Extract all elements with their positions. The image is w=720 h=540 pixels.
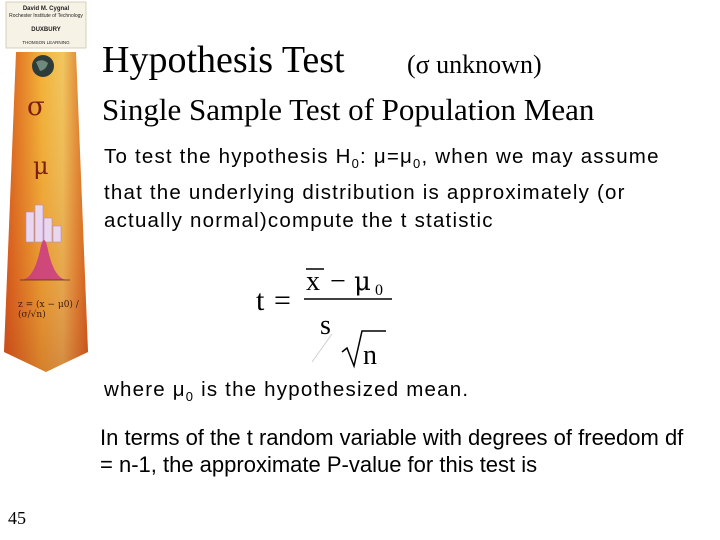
where-text-part1: where μ [104,378,186,401]
where-text-part2: is the hypothesized mean. [194,378,470,401]
banner-institution: Rochester Institute of Technology [9,13,83,19]
formula-xbar: x [306,266,320,297]
formula-mu-subscript: 0 [375,282,383,299]
decorative-sidebar-banner [0,0,92,540]
banner-publisher-sub: THOMSON LEARNING [22,40,70,45]
where-subscript: 0 [185,389,195,405]
slide-subtitle: Single Sample Test of Population Mean [102,92,595,127]
banner-author: David M. Cygnal [22,6,70,12]
slide-number: 45 [8,508,26,528]
body-text-part3: , when we may assume that the underlying distribution is approximately (or actually normal)compute the t statistic [104,145,660,233]
formula-s: s [320,310,331,341]
where-line [104,378,469,404]
slide-title-qualifier: (σ unknown) [407,50,542,79]
body-subscript-0a: 0 [351,156,361,172]
body-subscript-0b: 0 [413,156,422,172]
bottom-paragraph: In terms of the t random variable with degrees of freedom df = n-1, the approximate P-value for this test is [100,425,684,477]
banner-z-formula: z = (x − μ0) / (σ/√n) [18,300,79,320]
body-text-part1: To test the hypothesis H [104,145,352,168]
t-statistic-formula [250,262,410,372]
slide-title: Hypothesis Test [102,39,345,81]
banner-graphic [0,0,92,540]
mu-symbol: μ [33,152,49,180]
formula-n: n [363,340,377,371]
banner-publisher: DUXBURY [31,27,61,33]
sigma-symbol: σ [27,92,45,122]
formula-equals: = [274,284,291,317]
body-text-part2: : μ=μ [360,145,414,168]
formula-t: t [256,284,265,317]
formula-mu: μ [354,267,371,297]
body-paragraph [104,143,704,236]
formula-minus: − [330,266,346,297]
